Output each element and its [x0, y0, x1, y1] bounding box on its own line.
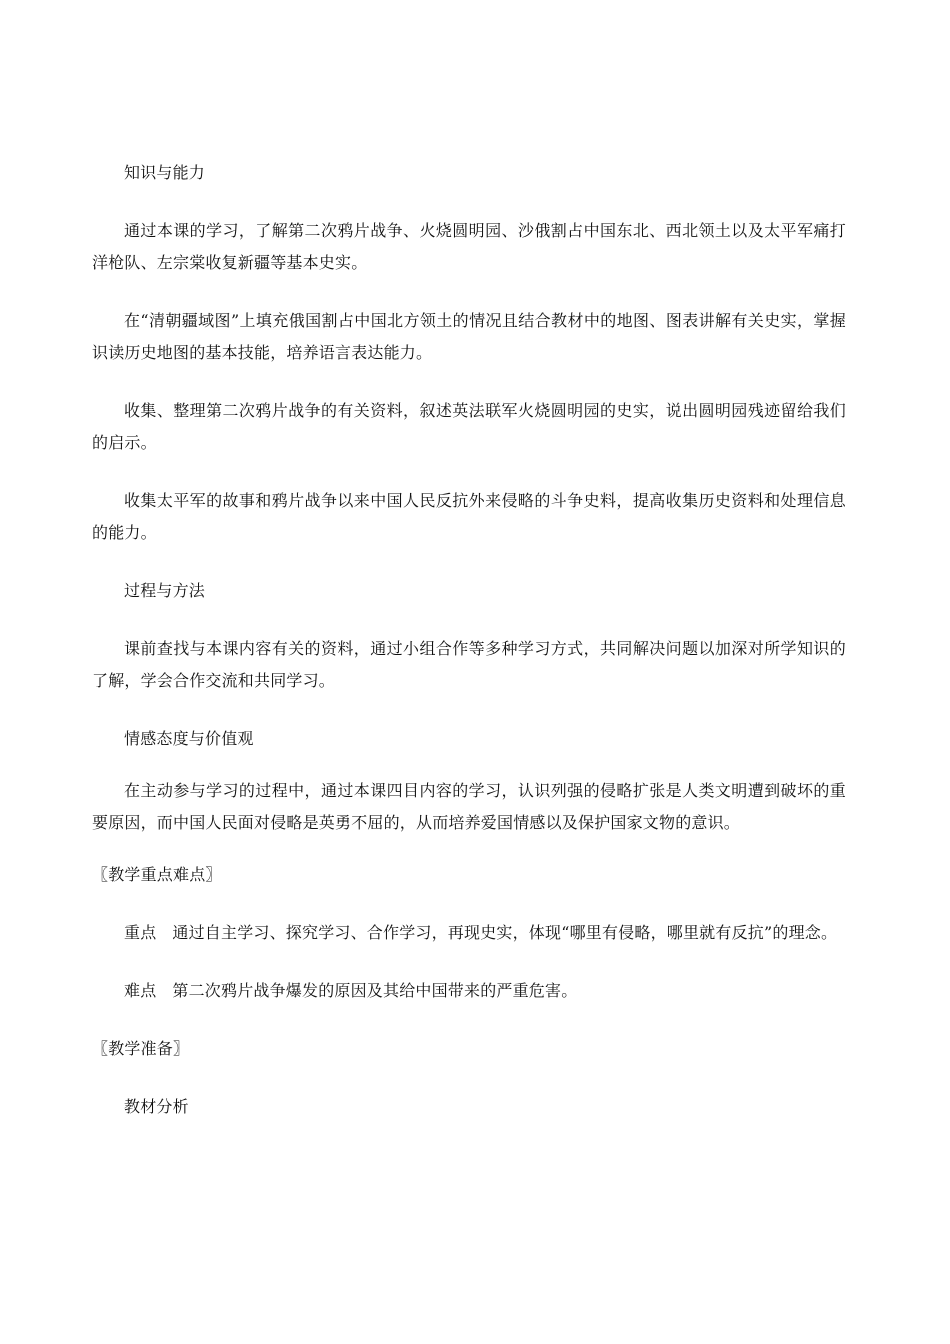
paragraph-patriotism: 在主动参与学习的过程中，通过本课四目内容的学习，认识列强的侵略扩张是人类文明遭到破坏的重要原因，而中国人民面对侵略是英勇不屈的，从而培养爱国情感以及保护国家文物的意识。 [92, 781, 846, 832]
section-key-difficult-points: 〖教学重点难点〗 [92, 865, 222, 884]
key-point-label: 重点 [124, 923, 157, 942]
paragraph-difficult-point [92, 975, 846, 1007]
heading-emotion-values: 情感态度与价值观 [124, 729, 254, 748]
paragraph-basic-facts: 通过本课的学习，了解第二次鸦片战争、火烧圆明园、沙俄割占中国东北、西北领土以及太平军痛打洋枪队、左宗棠收复新疆等基本史实。 [92, 221, 846, 272]
paragraph-map-skills: 在“清朝疆域图”上填充俄国割占中国北方领土的情况且结合教材中的地图、图表讲解有关史实，掌握识读历史地图的基本技能，培养语言表达能力。 [92, 311, 846, 362]
difficult-point-text: 第二次鸦片战争爆发的原因及其给中国带来的严重危害。 [172, 981, 578, 1000]
heading-knowledge-ability: 知识与能力 [124, 163, 206, 182]
paragraph-key-point [92, 917, 846, 949]
paragraph-yuanmingyuan: 收集、整理第二次鸦片战争的有关资料，叙述英法联军火烧圆明园的史实，说出圆明园残迹留给我们的启示。 [92, 401, 846, 452]
paragraph-taiping-stories: 收集太平军的故事和鸦片战争以来中国人民反抗外来侵略的斗争史料，提高收集历史资料和处理信息的能力。 [92, 491, 846, 542]
key-point-text: 通过自主学习、探究学习、合作学习，再现史实，体现“哪里有侵略，哪里就有反抗”的理念。 [172, 923, 838, 942]
heading-process-method: 过程与方法 [124, 581, 206, 600]
difficult-point-label: 难点 [124, 981, 157, 1000]
heading-material-analysis: 教材分析 [124, 1097, 189, 1116]
section-teaching-preparation: 〖教学准备〗 [92, 1039, 190, 1058]
paragraph-group-learning: 课前查找与本课内容有关的资料，通过小组合作等多种学习方式，共同解决问题以加深对所学知识的了解，学会合作交流和共同学习。 [92, 639, 846, 690]
